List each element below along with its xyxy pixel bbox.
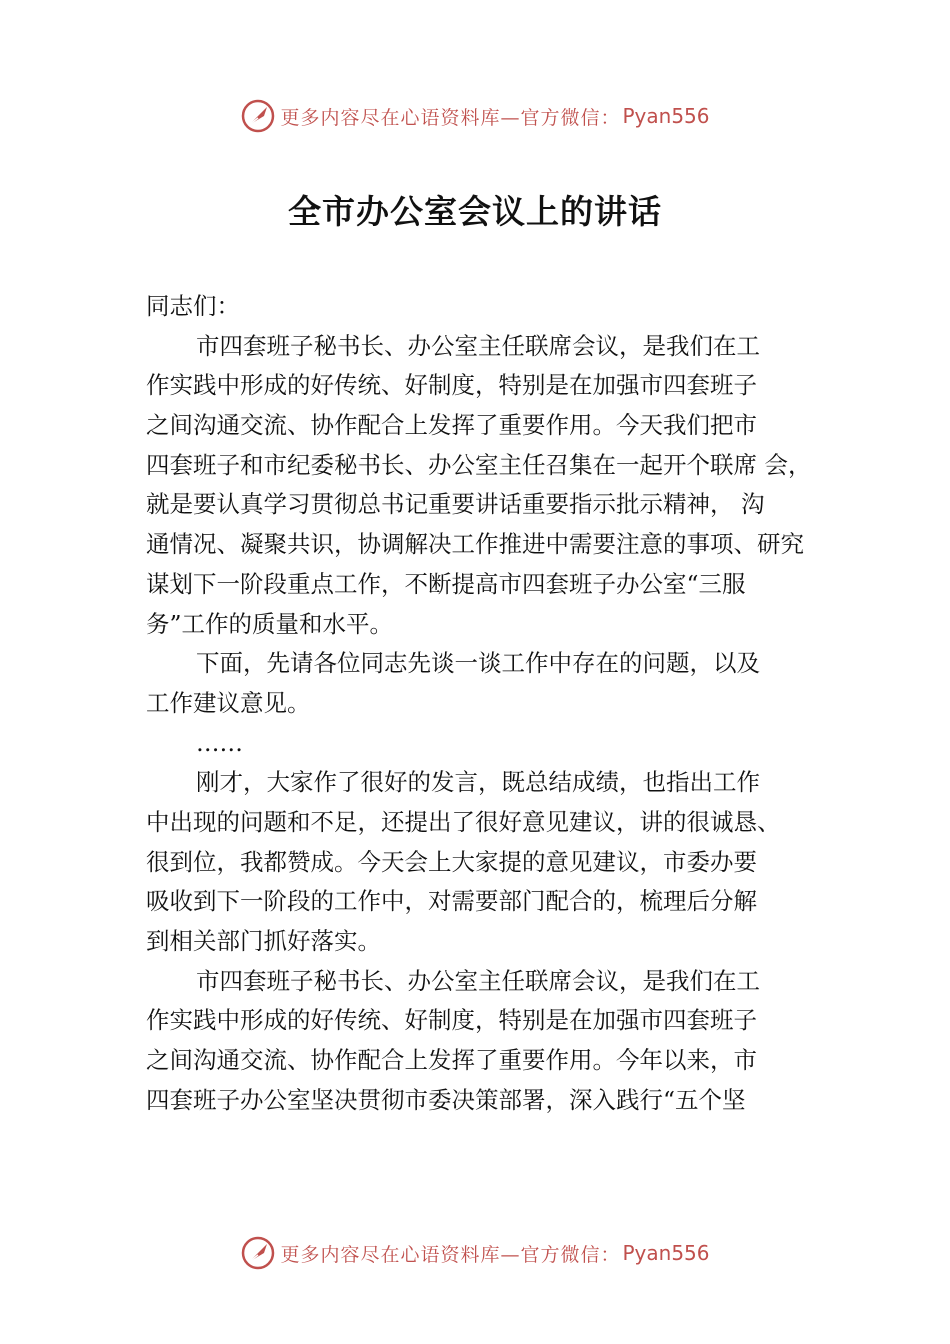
paragraph-line: 市四套班子秘书长、办公室主任联席会议，是我们在工 — [196, 966, 760, 995]
paragraph-line: 到相关部门抓好落实。 — [146, 927, 381, 955]
paragraph-line: 作实践中形成的好传统、好制度，特别是在加强市四套班子 — [146, 1006, 757, 1035]
paragraph-line: 作实践中形成的好传统、好制度，特别是在加强市四套班子 — [146, 371, 757, 400]
paragraph-line: 市四套班子秘书长、办公室主任联席会议，是我们在工 — [196, 331, 760, 360]
watermark-wechat-id: Pyan556 — [622, 1241, 710, 1265]
paragraph-line: 四套班子办公室坚决贯彻市委决策部署，深入践行“五个坚 — [146, 1085, 746, 1114]
document-body — [146, 287, 846, 1120]
paragraph-line: 之间沟通交流、协作配合上发挥了重要作用。今天我们把市 — [146, 411, 757, 440]
paragraph-line: 务”工作的质量和水平。 — [146, 609, 394, 638]
paragraph-line: 下面，先请各位同志先谈一谈工作中存在的问题，以及 — [196, 649, 760, 678]
paragraph-line: 就是要认真学习贯彻总书记重要讲话重要指示批示精神， 沟 — [146, 490, 765, 519]
document-title: 全市办公室会议上的讲话 — [288, 192, 662, 231]
watermark-banner-top — [0, 96, 950, 136]
paragraph-line: 通情况、凝聚共识，协调解决工作推进中需要注意的事项、研究 — [146, 530, 804, 559]
watermark-banner-bottom — [0, 1233, 950, 1273]
paragraph-line: 工作建议意见。 — [146, 688, 311, 717]
watermark-text: 更多内容尽在心语资料库—官方微信： — [280, 106, 621, 129]
paragraph-line: 谋划下一阶段重点工作，不断提高市四套班子办公室“三服 — [146, 569, 746, 598]
ellipsis-line: …… — [196, 728, 243, 757]
paragraph-line: 很到位，我都赞成。今天会上大家提的意见建议，市委办要 — [146, 847, 757, 876]
paragraph-line: 四套班子和市纪委秘书长、办公室主任召集在一起开个联席 会， — [146, 450, 812, 479]
paragraph-line: 之间沟通交流、协作配合上发挥了重要作用。今年以来，市 — [146, 1046, 757, 1075]
quill-logo-icon — [240, 1235, 276, 1271]
quill-logo-icon — [240, 98, 276, 134]
salutation-line: 同志们： — [146, 292, 240, 320]
paragraph-line: 吸收到下一阶段的工作中，对需要部门配合的，梳理后分解 — [146, 887, 757, 916]
watermark-text: 更多内容尽在心语资料库—官方微信： — [280, 1243, 621, 1266]
paragraph-line: 中出现的问题和不足，还提出了很好意见建议，讲的很诚恳、 — [146, 807, 781, 836]
paragraph-line: 刚才，大家作了很好的发言，既总结成绩，也指出工作 — [196, 768, 760, 797]
watermark-wechat-id: Pyan556 — [622, 104, 710, 128]
